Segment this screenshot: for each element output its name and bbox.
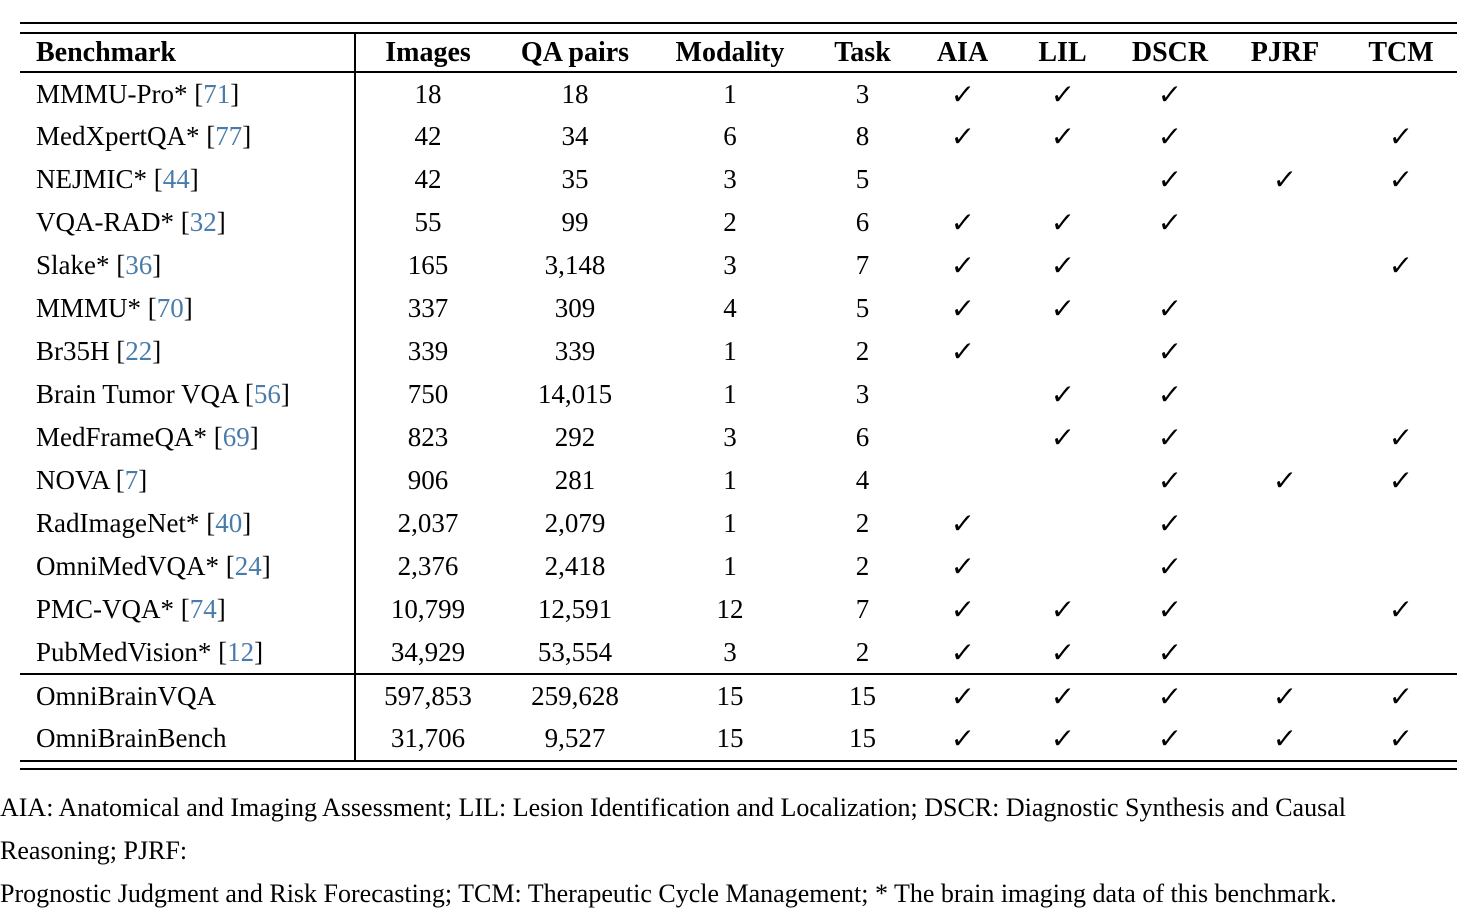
citation-link[interactable]: 36 [125, 250, 153, 280]
citation-link[interactable]: 74 [189, 594, 217, 624]
citation-link[interactable]: 40 [215, 508, 243, 538]
checkmark-icon: ✓ [1388, 163, 1414, 196]
checkmark-icon: ✓ [1049, 635, 1076, 669]
qa-pairs-cell: 309 [554, 293, 596, 323]
task-cell: 6 [855, 207, 870, 237]
checkmark-icon: ✓ [1157, 77, 1183, 111]
task-cell: 15 [810, 674, 915, 717]
benchmark-name: PMC-VQA* [36, 594, 175, 624]
dscr-check-cell [1115, 717, 1225, 760]
col-header-qa-pairs: QA pairs [500, 34, 650, 72]
benchmark-table [20, 34, 1457, 760]
pjrf-check-cell [1225, 588, 1345, 631]
images-cell: 42 [414, 121, 442, 151]
task-cell: 3 [855, 78, 870, 109]
pjrf-check-cell [1225, 545, 1345, 588]
citation-link[interactable]: 7 [124, 465, 139, 495]
images-cell: 42 [414, 164, 442, 194]
dscr-check-cell [1115, 72, 1225, 115]
aia-check-cell [915, 158, 1010, 201]
aia-check-cell [915, 115, 1010, 158]
tcm-check-cell [1345, 545, 1457, 588]
benchmark-cell: VQA-RAD* [32] [20, 201, 355, 244]
dscr-check-cell [1115, 287, 1225, 330]
tcm-check-cell [1345, 72, 1457, 115]
table-row [20, 502, 1457, 545]
table-row [20, 459, 1457, 502]
checkmark-icon: ✓ [1157, 507, 1183, 540]
benchmark-cell: NEJMIC* [44] [20, 158, 355, 201]
footnote-line-1: AIA: Anatomical and Imaging Assessment; LIL: Lesion Identification and Localization; DSCR: Diagnostic Synthesis and Causal Reasoning; PJRF: [0, 793, 1346, 865]
table-row [20, 674, 1457, 717]
pjrf-check-cell [1225, 416, 1345, 459]
benchmark-cell [20, 717, 355, 760]
pjrf-check-cell [1225, 72, 1345, 115]
qa-pairs-cell: 9,527 [544, 723, 606, 753]
aia-check-cell [915, 545, 1010, 588]
modality-cell: 1 [723, 379, 737, 409]
dscr-check-cell [1115, 502, 1225, 545]
modality-cell: 3 [723, 422, 737, 452]
checkmark-icon: ✓ [1388, 593, 1414, 626]
checkmark-icon: ✓ [949, 292, 976, 325]
dscr-check-cell [1115, 201, 1225, 244]
images-cell: 906 [407, 465, 449, 495]
benchmark-table-zone [20, 22, 1457, 770]
pjrf-check-cell [1225, 502, 1345, 545]
aia-check-cell [915, 631, 1010, 674]
table-row [20, 545, 1457, 588]
citation-link[interactable]: 22 [125, 336, 153, 366]
images-cell: 597,853 [355, 674, 500, 717]
qa-pairs-cell: 281 [554, 465, 596, 495]
benchmark-cell: PMC-VQA* [74] [20, 588, 355, 631]
dscr-check-cell [1115, 588, 1225, 631]
benchmark-cell: MedXpertQA* [77] [20, 115, 355, 158]
tcm-check-cell [1345, 674, 1457, 717]
tcm-check-cell [1345, 631, 1457, 674]
pjrf-check-cell [1225, 158, 1345, 201]
tcm-check-cell [1345, 287, 1457, 330]
benchmark-cell: MMMU* [70] [20, 287, 355, 330]
checkmark-icon: ✓ [1049, 378, 1076, 411]
tcm-check-cell [1345, 717, 1457, 760]
dscr-check-cell [1115, 631, 1225, 674]
qa-pairs-cell: 3,148 [544, 250, 606, 280]
tcm-check-cell [1345, 115, 1457, 158]
aia-check-cell [915, 717, 1010, 760]
checkmark-icon: ✓ [1157, 464, 1183, 497]
aia-check-cell [915, 244, 1010, 287]
tcm-check-cell [1345, 244, 1457, 287]
table-row [20, 115, 1457, 158]
tcm-check-cell [1345, 373, 1457, 416]
modality-cell: 12 [716, 594, 744, 624]
modality-cell: 6 [723, 121, 737, 151]
lil-check-cell [1010, 72, 1115, 115]
benchmark-name: MMMU-Pro* [36, 78, 188, 109]
qa-pairs-cell: 292 [554, 422, 596, 452]
checkmark-icon: ✓ [1157, 722, 1183, 755]
dscr-check-cell [1115, 459, 1225, 502]
dscr-check-cell [1115, 545, 1225, 588]
benchmark-cell: RadImageNet* [40] [20, 502, 355, 545]
task-cell: 3 [855, 379, 870, 409]
benchmark-name: OmniBrainVQA [36, 680, 216, 711]
tcm-check-cell [1345, 459, 1457, 502]
tcm-check-cell [1345, 158, 1457, 201]
checkmark-icon: ✓ [1157, 163, 1183, 196]
checkmark-icon: ✓ [1049, 292, 1076, 325]
task-cell: 6 [855, 422, 870, 452]
citation-link[interactable]: 24 [234, 551, 262, 581]
pjrf-check-cell [1225, 287, 1345, 330]
benchmark-cell: MedFrameQA* [69] [20, 416, 355, 459]
col-header-tcm: TCM [1345, 34, 1457, 72]
qa-pairs-cell: 339 [554, 336, 596, 366]
benchmark-cell: OmniMedVQA* [24] [20, 545, 355, 588]
modality-cell: 15 [650, 674, 810, 717]
checkmark-icon: ✓ [949, 722, 976, 755]
qa-pairs-cell: 2,079 [544, 508, 606, 538]
lil-check-cell [1010, 373, 1115, 416]
table-row [20, 287, 1457, 330]
checkmark-icon: ✓ [1388, 464, 1414, 497]
checkmark-icon: ✓ [1049, 722, 1076, 755]
qa-pairs-cell: 99 [561, 207, 589, 237]
citation-link[interactable]: 69 [222, 422, 250, 452]
lil-check-cell [1010, 631, 1115, 674]
checkmark-icon: ✓ [1157, 206, 1183, 239]
table-row [20, 416, 1457, 459]
checkmark-icon: ✓ [1049, 593, 1076, 626]
lil-check-cell [1010, 674, 1115, 717]
checkmark-icon: ✓ [1157, 335, 1183, 368]
citation-link[interactable]: 32 [189, 207, 217, 237]
images-cell: 34,929 [390, 636, 466, 667]
dscr-check-cell [1115, 115, 1225, 158]
col-header-dscr: DSCR [1115, 34, 1225, 72]
checkmark-icon: ✓ [1388, 120, 1414, 153]
aia-check-cell [915, 201, 1010, 244]
images-cell: 2,376 [397, 551, 459, 581]
benchmark-name: Br35H [36, 336, 110, 366]
checkmark-icon: ✓ [1157, 635, 1183, 669]
aia-check-cell [915, 330, 1010, 373]
benchmark-name: OmniMedVQA* [36, 551, 219, 581]
table-row [20, 201, 1457, 244]
pjrf-check-cell [1225, 115, 1345, 158]
col-header-pjrf: PJRF [1225, 34, 1345, 72]
table-row [20, 588, 1457, 631]
lil-check-cell [1010, 287, 1115, 330]
modality-cell: 3 [723, 636, 737, 667]
benchmark-name: RadImageNet* [36, 508, 200, 538]
checkmark-icon: ✓ [1157, 593, 1183, 626]
benchmark-cell: Br35H [22] [20, 330, 355, 373]
table-row [20, 244, 1457, 287]
checkmark-icon: ✓ [1388, 249, 1414, 282]
task-cell: 7 [855, 594, 870, 624]
lil-check-cell [1010, 201, 1115, 244]
benchmark-cell: PubMedVision* [12] [20, 631, 355, 674]
citation-link[interactable]: 77 [215, 121, 243, 151]
checkmark-icon: ✓ [1049, 206, 1076, 239]
images-cell: 339 [407, 336, 449, 366]
table-row [20, 631, 1457, 674]
images-cell: 2,037 [397, 508, 459, 538]
pjrf-check-cell [1225, 631, 1345, 674]
qa-pairs-cell: 2,418 [544, 551, 606, 581]
aia-check-cell [915, 502, 1010, 545]
benchmark-cell: Brain Tumor VQA [56] [20, 373, 355, 416]
modality-cell: 1 [723, 551, 737, 581]
task-cell: 2 [855, 336, 870, 366]
checkmark-icon: ✓ [1388, 421, 1414, 454]
checkmark-icon: ✓ [1157, 292, 1183, 325]
checkmark-icon: ✓ [1388, 722, 1414, 755]
task-cell: 5 [855, 164, 870, 194]
dscr-check-cell [1115, 416, 1225, 459]
citation-link[interactable]: 70 [156, 293, 184, 323]
pjrf-check-cell [1225, 201, 1345, 244]
dscr-check-cell [1115, 674, 1225, 717]
table-row [20, 72, 1457, 115]
images-cell: 55 [414, 207, 442, 237]
benchmark-cell: Slake* [36] [20, 244, 355, 287]
images-cell: 337 [407, 293, 449, 323]
qa-pairs-cell: 34 [561, 121, 589, 151]
benchmark-cell [20, 674, 355, 717]
checkmark-icon: ✓ [949, 335, 976, 368]
qa-pairs-cell: 259,628 [500, 674, 650, 717]
bottom-rule-outer [20, 768, 1457, 770]
checkmark-icon: ✓ [949, 77, 976, 111]
images-cell: 750 [407, 379, 449, 409]
benchmark-name: Brain Tumor VQA [36, 379, 239, 409]
citation-link[interactable]: 56 [253, 379, 281, 409]
checkmark-icon: ✓ [1272, 163, 1298, 196]
aia-check-cell [915, 72, 1010, 115]
images-cell: 31,706 [390, 723, 466, 753]
benchmark-name: PubMedVision* [36, 636, 212, 667]
modality-cell: 1 [723, 336, 737, 366]
benchmark-name: Slake* [36, 250, 110, 280]
lil-check-cell [1010, 416, 1115, 459]
lil-check-cell [1010, 502, 1115, 545]
footnote-line-2: Prognostic Judgment and Risk Forecasting; TCM: Therapeutic Cycle Management; * The brain imaging data of this benchmark. [0, 879, 1337, 908]
tcm-check-cell [1345, 201, 1457, 244]
benchmark-name: OmniBrainBench [36, 723, 227, 753]
aia-check-cell [915, 588, 1010, 631]
checkmark-icon: ✓ [1157, 679, 1183, 713]
benchmark-name: MMMU* [36, 293, 142, 323]
modality-cell: 1 [723, 508, 737, 538]
modality-cell: 2 [723, 207, 737, 237]
qa-pairs-cell: 14,015 [537, 379, 613, 409]
aia-check-cell [915, 287, 1010, 330]
tcm-check-cell [1345, 502, 1457, 545]
task-cell: 2 [855, 551, 870, 581]
checkmark-icon: ✓ [949, 679, 976, 713]
tcm-check-cell [1345, 330, 1457, 373]
checkmark-icon: ✓ [1272, 722, 1298, 755]
checkmark-icon: ✓ [949, 206, 976, 239]
lil-check-cell [1010, 717, 1115, 760]
modality-cell: 1 [723, 78, 737, 109]
benchmark-name: NEJMIC* [36, 164, 148, 194]
images-cell: 823 [407, 422, 449, 452]
top-rule-outer [20, 22, 1457, 24]
aia-check-cell [915, 373, 1010, 416]
pjrf-check-cell [1225, 459, 1345, 502]
benchmark-name: VQA-RAD* [36, 207, 174, 237]
checkmark-icon: ✓ [1049, 249, 1076, 282]
task-cell: 2 [855, 508, 870, 538]
checkmark-icon: ✓ [949, 120, 976, 153]
lil-check-cell [1010, 115, 1115, 158]
citation-link[interactable]: 71 [203, 78, 231, 109]
checkmark-icon: ✓ [1272, 464, 1298, 497]
qa-pairs-cell: 18 [561, 78, 589, 109]
lil-check-cell [1010, 244, 1115, 287]
checkmark-icon: ✓ [949, 635, 976, 669]
checkmark-icon: ✓ [1157, 550, 1183, 583]
benchmark-name: NOVA [36, 465, 110, 495]
task-cell: 8 [855, 121, 870, 151]
checkmark-icon: ✓ [1049, 120, 1076, 153]
images-cell: 10,799 [390, 594, 466, 624]
checkmark-icon: ✓ [949, 507, 976, 540]
lil-check-cell [1010, 158, 1115, 201]
col-header-aia: AIA [915, 34, 1010, 72]
images-cell: 18 [414, 78, 442, 109]
checkmark-icon: ✓ [949, 593, 976, 626]
dscr-check-cell [1115, 373, 1225, 416]
col-header-lil: LIL [1010, 34, 1115, 72]
pjrf-check-cell [1225, 674, 1345, 717]
lil-check-cell [1010, 459, 1115, 502]
table-row [20, 373, 1457, 416]
checkmark-icon: ✓ [1049, 679, 1076, 713]
pjrf-check-cell [1225, 244, 1345, 287]
citation-link[interactable]: 44 [162, 164, 190, 194]
col-header-images: Images [355, 34, 500, 72]
lil-check-cell [1010, 545, 1115, 588]
header-row [20, 34, 1457, 72]
dscr-check-cell [1115, 330, 1225, 373]
modality-cell: 1 [723, 465, 737, 495]
pjrf-check-cell [1225, 373, 1345, 416]
lil-check-cell [1010, 330, 1115, 373]
aia-check-cell [915, 674, 1010, 717]
qa-pairs-cell: 35 [561, 164, 589, 194]
modality-cell: 15 [716, 723, 744, 753]
tcm-check-cell [1345, 416, 1457, 459]
checkmark-icon: ✓ [949, 550, 976, 583]
task-cell: 2 [855, 636, 870, 667]
benchmark-cell: NOVA [7] [20, 459, 355, 502]
table-row [20, 330, 1457, 373]
aia-check-cell [915, 459, 1010, 502]
lil-check-cell [1010, 588, 1115, 631]
bottom-rule-inner [20, 760, 1457, 762]
benchmark-name: MedFrameQA* [36, 422, 207, 452]
checkmark-icon: ✓ [949, 249, 976, 282]
checkmark-icon: ✓ [1388, 679, 1414, 713]
task-cell: 4 [855, 465, 870, 495]
checkmark-icon: ✓ [1049, 77, 1076, 111]
modality-cell: 3 [723, 164, 737, 194]
task-cell: 15 [849, 723, 876, 753]
table-body [20, 72, 1457, 760]
benchmark-name: MedXpertQA* [36, 121, 200, 151]
dscr-check-cell [1115, 158, 1225, 201]
checkmark-icon: ✓ [1157, 378, 1183, 411]
table-row [20, 158, 1457, 201]
col-header-modality: Modality [650, 34, 810, 72]
checkmark-icon: ✓ [1272, 679, 1298, 713]
table-footnote [0, 786, 1460, 915]
task-cell: 7 [855, 250, 870, 280]
benchmark-cell: MMMU-Pro* [71] [20, 72, 355, 115]
task-cell: 5 [855, 293, 870, 323]
tcm-check-cell [1345, 588, 1457, 631]
pjrf-check-cell [1225, 330, 1345, 373]
table-row [20, 717, 1457, 760]
qa-pairs-cell: 12,591 [537, 594, 613, 624]
images-cell: 165 [407, 250, 449, 280]
aia-check-cell [915, 416, 1010, 459]
col-header-benchmark: Benchmark [20, 34, 355, 72]
pjrf-check-cell [1225, 717, 1345, 760]
checkmark-icon: ✓ [1157, 421, 1183, 454]
citation-link[interactable]: 12 [227, 636, 255, 667]
qa-pairs-cell: 53,554 [537, 636, 613, 667]
col-header-task: Task [810, 34, 915, 72]
modality-cell: 3 [723, 250, 737, 280]
dscr-check-cell [1115, 244, 1225, 287]
modality-cell: 4 [723, 293, 737, 323]
checkmark-icon: ✓ [1157, 120, 1183, 153]
checkmark-icon: ✓ [1049, 421, 1076, 454]
